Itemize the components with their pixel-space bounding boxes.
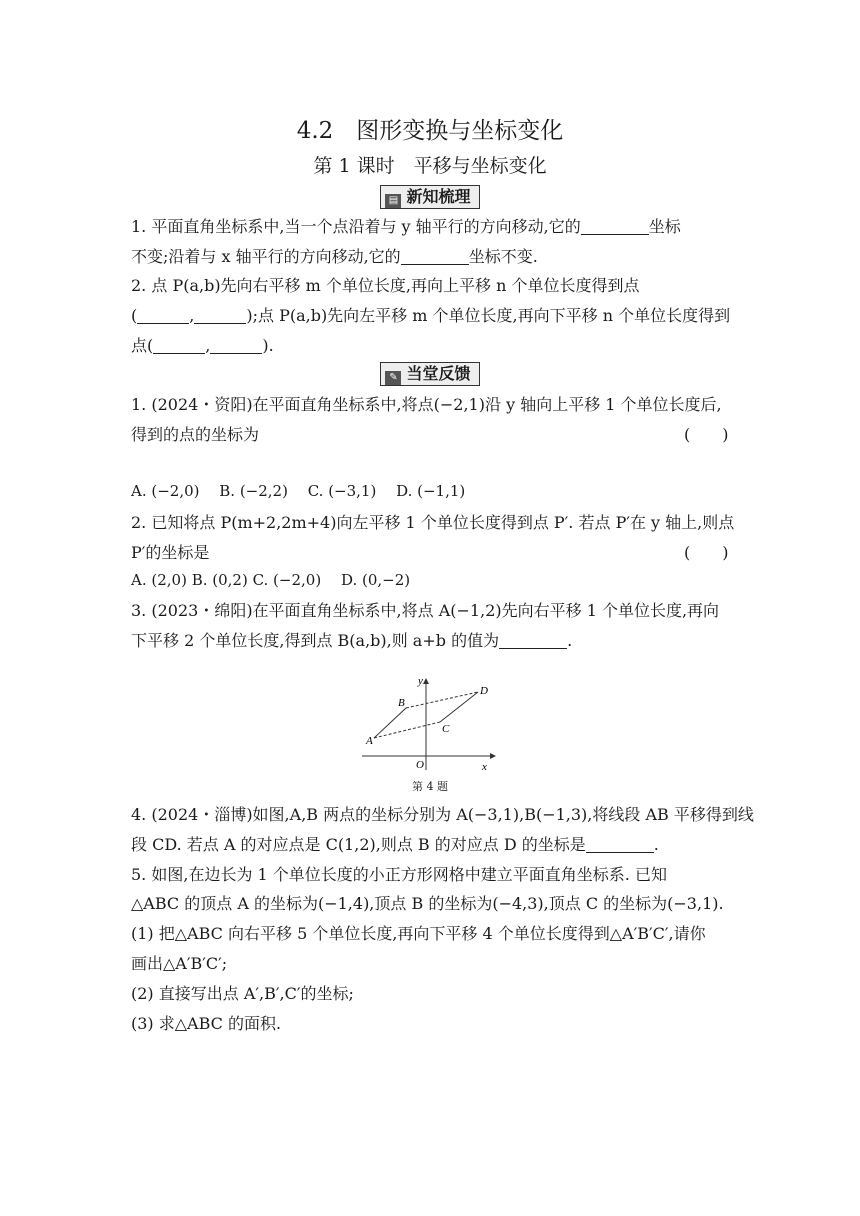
section-label-box <box>380 362 479 386</box>
pencil-icon: ✎ <box>385 371 401 385</box>
segment-ab <box>374 708 406 738</box>
feedback-q5-part1-line2: 画出△A′B′C′; <box>131 954 228 973</box>
y-axis-arrow <box>423 678 429 684</box>
feedback-q2-options: A. (2,0) B. (0,2) C. (−2,0) D. (0,−2) <box>131 571 411 589</box>
knowledge-q2-line2 <box>131 303 730 326</box>
text: ). <box>262 336 274 355</box>
text: 1. (2024・资阳)在平面直角坐标系中,将点(−2,1)沿 y 轴向上平移 1 个单位长度后, <box>131 395 722 414</box>
y-axis-label: y <box>418 675 423 687</box>
text: 2. 已知将点 P(m+2,2m+4)向左平移 1 个单位长度得到点 P′. 若点 P′在 y 轴上,则点 <box>131 513 735 532</box>
text: ( <box>131 306 138 325</box>
answer-blank[interactable] <box>210 337 262 354</box>
knowledge-q2-line1 <box>131 273 639 296</box>
feedback-q2-line2 <box>131 540 209 563</box>
feedback-q5-part2: (2) 直接写出点 A′,B′,C′的坐标; <box>131 984 354 1003</box>
text: 段 CD. 若点 A 的对应点是 C(1,2),则点 B 的对应点 D 的坐标是 <box>131 835 586 854</box>
text: , <box>189 306 195 325</box>
feedback-q1-line1 <box>131 392 722 415</box>
feedback-q5-line2: △ABC 的顶点 A 的坐标为(−1,4),顶点 B 的坐标为(−4,3),顶点 C 的坐标为(−3,1). <box>131 894 724 913</box>
feedback-q1-line2 <box>131 422 259 445</box>
lesson-subtitle: 第 1 课时 平移与坐标变化 <box>313 155 547 177</box>
origin-label: O <box>416 759 424 771</box>
feedback-q5-part1-line1: (1) 把△ABC 向右平移 5 个单位长度,再向下平移 4 个单位长度得到△A′B′C′,请你 <box>131 924 706 943</box>
answer-paren[interactable]: ( ) <box>684 543 729 562</box>
answer-blank[interactable] <box>137 307 189 324</box>
answer-blank[interactable] <box>499 632 567 649</box>
text: 4. (2024・淄博)如图,A,B 两点的坐标分别为 A(−3,1),B(−1,3),将线段 AB 平移得到线 <box>131 805 754 824</box>
segment-cd <box>440 692 478 722</box>
text: 1. 平面直角坐标系中,当一个点沿着与 y 轴平行的方向移动,它的 <box>131 217 581 236</box>
text: 点( <box>131 336 154 355</box>
q4-figure <box>360 674 500 778</box>
feedback-q2-line1 <box>131 510 734 533</box>
knowledge-q2-line3 <box>131 333 274 356</box>
point-label-b: B <box>398 697 405 709</box>
answer-blank[interactable] <box>586 836 654 853</box>
text: );点 P(a,b)先向左平移 m 个单位长度,再向下平移 n 个单位长度得到 <box>246 306 731 325</box>
x-axis-label: x <box>482 761 487 773</box>
point-label-d: D <box>480 685 488 697</box>
answer-blank[interactable] <box>153 337 205 354</box>
feedback-q3-line2 <box>131 628 572 651</box>
knowledge-q1-line2 <box>131 244 538 267</box>
answer-blank[interactable] <box>194 307 246 324</box>
text: 2. 点 P(a,b)先向右平移 m 个单位长度,再向上平移 n 个单位长度得到点 <box>131 276 640 295</box>
text: 坐标不变. <box>468 247 538 266</box>
text: 不变;沿着与 x 轴平行的方向移动,它的 <box>131 247 401 266</box>
answer-blank[interactable] <box>581 218 649 235</box>
text: , <box>205 336 211 355</box>
knowledge-q1-line1 <box>131 214 681 237</box>
text: . <box>567 631 573 650</box>
section-header-feedback <box>0 362 860 386</box>
text: P′的坐标是 <box>131 543 210 562</box>
text: 下平移 2 个单位长度,得到点 B(a,b),则 a+b 的值为 <box>131 631 500 650</box>
notebook-icon: ▤ <box>385 194 401 208</box>
feedback-q5-part3: (3) 求△ABC 的面积. <box>131 1014 282 1033</box>
point-label-c: C <box>442 723 450 735</box>
section-label: 新知梳理 <box>406 187 471 206</box>
answer-paren[interactable]: ( ) <box>684 425 729 444</box>
section-label: 当堂反馈 <box>406 364 471 383</box>
feedback-q4-line1 <box>131 802 754 825</box>
text: . <box>653 835 659 854</box>
point-label-a: A <box>366 735 373 747</box>
answer-blank[interactable] <box>401 248 469 265</box>
feedback-q3-line1 <box>131 598 719 621</box>
page-title: 4.2 图形变换与坐标变化 <box>296 118 564 144</box>
feedback-q4-line2 <box>131 832 659 855</box>
section-label-box <box>380 185 479 209</box>
figure-caption: 第 4 题 <box>412 780 448 793</box>
text: 3. (2023・绵阳)在平面直角坐标系中,将点 A(−1,2)先向右平移 1 个单位长度,再向 <box>131 601 720 620</box>
text: 坐标 <box>648 217 681 236</box>
feedback-q5-line1: 5. 如图,在边长为 1 个单位长度的小正方形网格中建立平面直角坐标系. 已知 <box>131 865 667 884</box>
coordinate-diagram <box>360 674 500 774</box>
feedback-q1-options: A. (−2,0) B. (−2,2) C. (−3,1) D. (−1,1) <box>131 482 466 500</box>
text: 得到的点的坐标为 <box>131 425 260 444</box>
segment-ac <box>374 722 440 738</box>
x-axis-arrow <box>490 753 496 759</box>
section-header-knowledge <box>0 185 860 209</box>
